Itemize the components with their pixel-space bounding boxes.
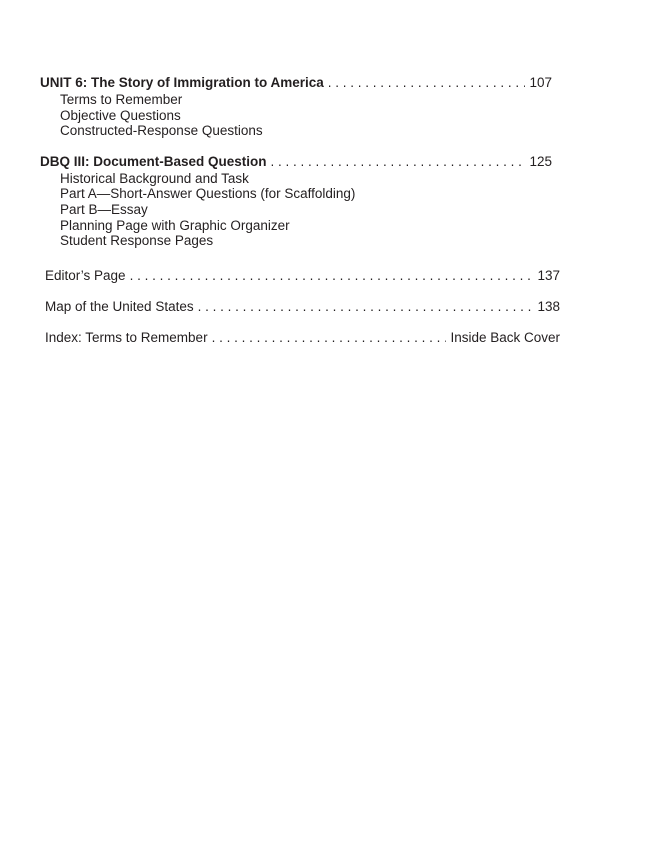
toc-subitems-dbq [40, 171, 552, 249]
toc-entry-unit-6 [40, 74, 552, 92]
toc-entry-title: Editor’s Page [45, 267, 126, 283]
toc-entry-editors-page [40, 267, 560, 285]
dot-leader [271, 153, 526, 171]
toc-entry-dbq [40, 153, 552, 171]
toc-entry-page: 125 [529, 153, 552, 169]
toc-subitem: Planning Page with Graphic Organizer [60, 217, 290, 233]
toc-entry-page: Inside Back Cover [450, 329, 560, 345]
dot-leader [198, 298, 534, 316]
toc-section-dbq [40, 153, 552, 249]
toc-subitem: Constructed-Response Questions [60, 123, 263, 139]
toc-subitem: Student Response Pages [60, 233, 214, 249]
dot-leader [130, 267, 534, 285]
toc-section-unit-6 [40, 74, 552, 139]
toc-entry-title: Map of the United States [45, 298, 194, 314]
toc-subitem: Historical Background and Task [60, 170, 249, 186]
toc-subitem: Objective Questions [60, 107, 181, 123]
toc-entry-page: 138 [537, 298, 560, 314]
toc-subitem: Part A—Short-Answer Questions (for Scaffolding) [60, 186, 356, 202]
table-of-contents [40, 74, 560, 347]
toc-entry-page: 107 [529, 75, 552, 90]
toc-entry-title: UNIT 6: The Story of Immigration to America [40, 75, 324, 90]
toc-entry-index [40, 329, 560, 347]
toc-entry-title: DBQ III: Document-Based Question [40, 153, 267, 169]
toc-entry-page: 137 [537, 267, 560, 283]
dot-leader [328, 74, 526, 92]
dot-leader [212, 329, 447, 347]
toc-subitems-unit-6 [40, 92, 552, 139]
toc-entry-map [40, 298, 560, 316]
toc-entry-title: Index: Terms to Remember [45, 329, 208, 345]
toc-subitem: Part B—Essay [60, 201, 148, 217]
toc-subitem: Terms to Remember [60, 92, 183, 107]
